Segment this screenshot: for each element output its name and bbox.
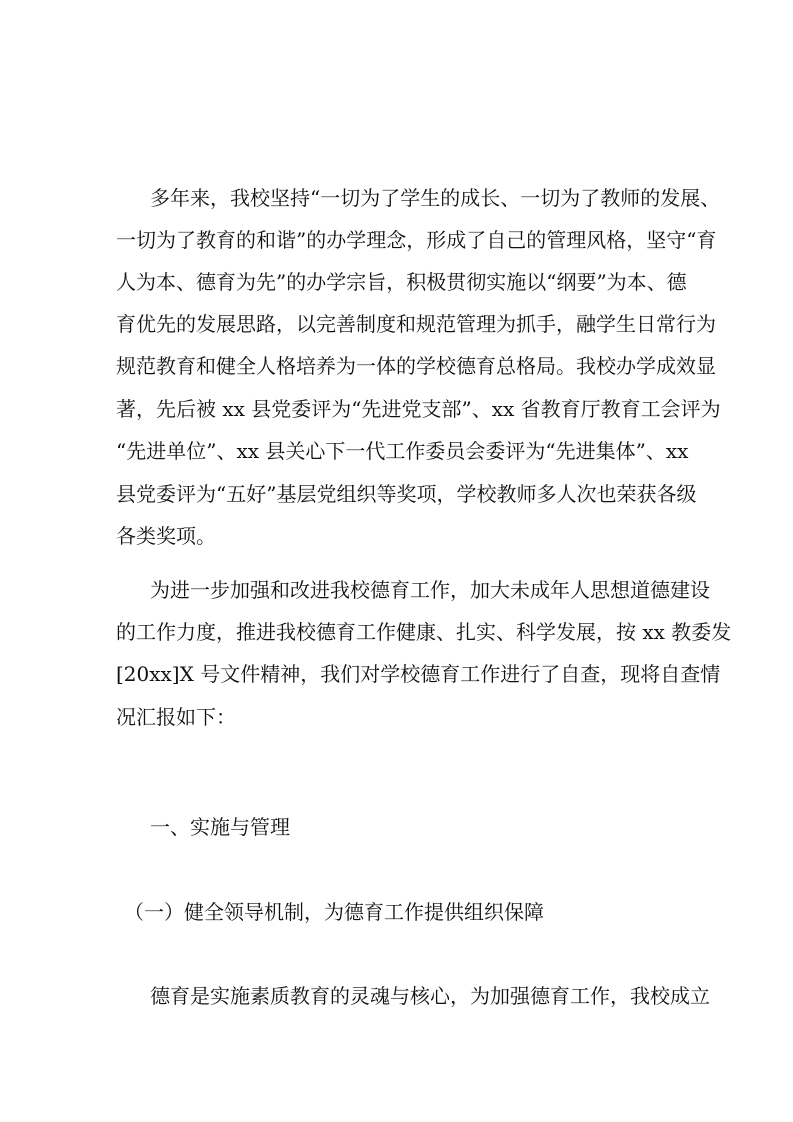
paragraph-3-line: 德育是实施素质教育的灵魂与核心，为加强德育工作，我校成立 <box>150 984 710 1008</box>
section-heading: 一、实施与管理 <box>150 815 290 839</box>
paragraph-2-line: 的工作力度，推进我校德育工作健康、扎实、科学发展，按 xx 教委发 <box>116 620 732 644</box>
subsection-heading: （一）健全领导机制，为德育工作提供组织保障 <box>124 900 544 924</box>
paragraph-1-line: 规范教育和健全人格培养为一体的学校德育总格局。我校办学成效显 <box>116 354 716 378</box>
paragraph-2-line: 为进一步加强和改进我校德育工作，加大未成年人思想道德建设 <box>150 578 710 602</box>
paragraph-1-line: 多年来，我校坚持“一切为了学生的成长、一切为了教师的发展、 <box>150 186 721 210</box>
paragraph-2-line: [20xx]X 号文件精神，我们对学校德育工作进行了自查，现将自查情 <box>116 662 721 686</box>
paragraph-1-line: 县党委评为“五好”基层党组织等奖项，学校教师多人次也荣获各级 <box>116 482 697 506</box>
paragraph-1-line: “先进单位”、xx 县关心下一代工作委员会委评为“先进集体”、xx <box>116 439 689 463</box>
paragraph-1-line: 育优先的发展思路，以完善制度和规范管理为抓手，融学生日常行为 <box>116 312 716 336</box>
paragraph-1-line: 著，先后被 xx 县党委评为“先进党支部”、xx 省教育厅教育工会评为 <box>116 397 721 421</box>
paragraph-1-line: 各类奖项。 <box>116 524 216 548</box>
paragraph-1-line: 一切为了教育的和谐”的办学理念，形成了自己的管理风格，坚守“育 <box>116 228 717 252</box>
paragraph-2-line: 况汇报如下： <box>116 705 236 729</box>
paragraph-1-line: 人为本、德育为先”的办学宗旨，积极贯彻实施以“纲要”为本、德 <box>116 270 687 294</box>
